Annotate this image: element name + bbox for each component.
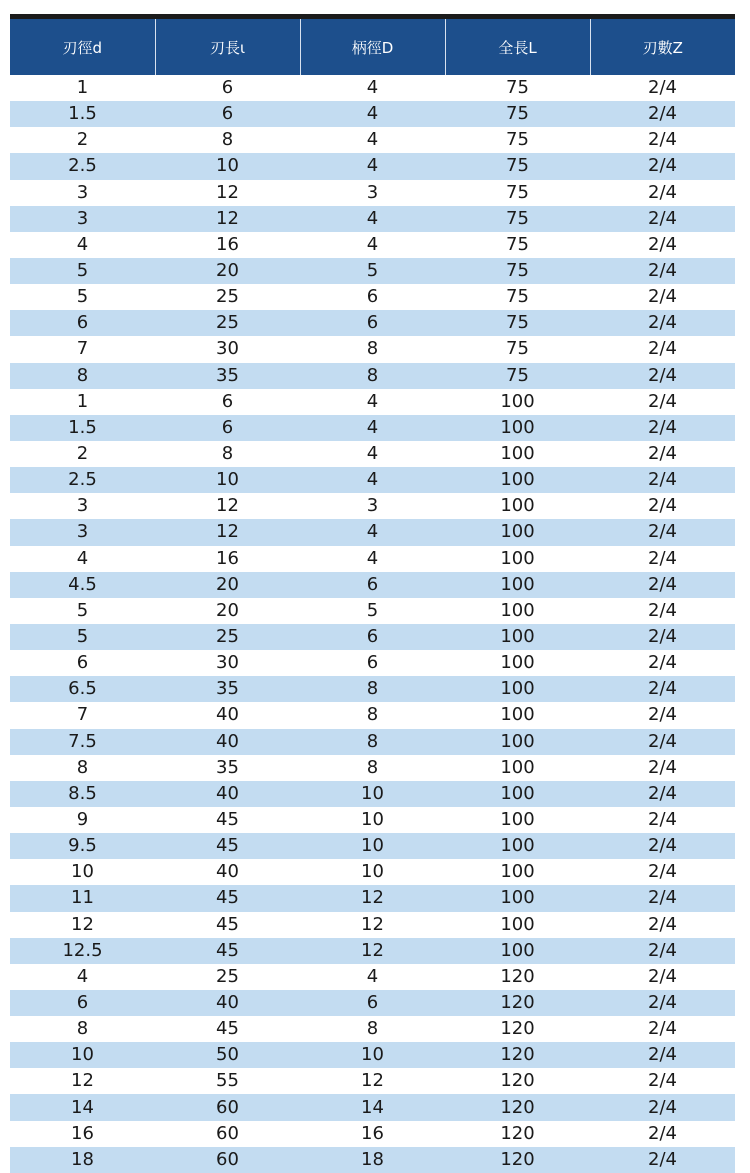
flute-count-cell: 2/4 [590,1094,735,1120]
shank-diameter-cell: 6 [300,624,445,650]
table-row [10,729,735,755]
flute-count-cell: 2/4 [590,546,735,572]
blade-length-cell: 12 [155,206,300,232]
blade-diameter-cell: 8 [10,755,155,781]
flute-count-cell: 2/4 [590,101,735,127]
shank-diameter-cell: 18 [300,1147,445,1173]
flute-count-cell: 2/4 [590,964,735,990]
blade-length-cell: 12 [155,180,300,206]
table-row [10,441,735,467]
table-row [10,519,735,545]
blade-diameter-cell: 8.5 [10,781,155,807]
overall-length-cell: 100 [445,624,590,650]
blade-length-cell: 45 [155,885,300,911]
table-row [10,859,735,885]
blade-diameter-cell: 10 [10,859,155,885]
blade-length-cell: 20 [155,258,300,284]
table-row [10,1068,735,1094]
shank-diameter-cell: 10 [300,781,445,807]
blade-length-cell: 16 [155,546,300,572]
shank-diameter-cell: 8 [300,363,445,389]
blade-diameter-cell: 3 [10,206,155,232]
flute-count-cell: 2/4 [590,1042,735,1068]
flute-count-cell: 2/4 [590,990,735,1016]
shank-diameter-cell: 3 [300,180,445,206]
flute-count-cell: 2/4 [590,650,735,676]
table-row [10,598,735,624]
shank-diameter-cell: 4 [300,75,445,101]
shank-diameter-cell: 8 [300,1016,445,1042]
flute-count-cell: 2/4 [590,415,735,441]
blade-length-cell: 30 [155,336,300,362]
shank-diameter-cell: 4 [300,206,445,232]
flute-count-cell: 2/4 [590,885,735,911]
blade-diameter-cell: 14 [10,1094,155,1120]
overall-length-cell: 75 [445,310,590,336]
overall-length-cell: 100 [445,729,590,755]
flute-count-cell: 2/4 [590,258,735,284]
table-row [10,75,735,101]
blade-diameter-cell: 10 [10,1042,155,1068]
shank-diameter-cell: 8 [300,676,445,702]
shank-diameter-cell: 5 [300,258,445,284]
table-row [10,363,735,389]
blade-diameter-cell: 1 [10,389,155,415]
table-row [10,206,735,232]
shank-diameter-cell: 12 [300,938,445,964]
blade-length-cell: 8 [155,127,300,153]
flute-count-cell: 2/4 [590,336,735,362]
blade-diameter-cell: 5 [10,284,155,310]
table-row [10,938,735,964]
table-row [10,153,735,179]
table-row [10,990,735,1016]
blade-length-cell: 60 [155,1121,300,1147]
shank-diameter-cell: 10 [300,807,445,833]
overall-length-cell: 100 [445,546,590,572]
overall-length-cell: 100 [445,493,590,519]
overall-length-cell: 75 [445,232,590,258]
table-row [10,912,735,938]
blade-diameter-cell: 6.5 [10,676,155,702]
table-row [10,258,735,284]
flute-count-cell: 2/4 [590,180,735,206]
shank-diameter-cell: 4 [300,232,445,258]
overall-length-cell: 100 [445,519,590,545]
overall-length-cell: 75 [445,101,590,127]
overall-length-cell: 120 [445,964,590,990]
shank-diameter-cell: 6 [300,310,445,336]
blade-length-cell: 45 [155,1016,300,1042]
flute-count-cell: 2/4 [590,519,735,545]
blade-length-cell: 25 [155,964,300,990]
shank-diameter-cell: 4 [300,546,445,572]
table-row [10,546,735,572]
blade-length-cell: 55 [155,1068,300,1094]
flute-count-cell: 2/4 [590,441,735,467]
overall-length-cell: 100 [445,676,590,702]
blade-diameter-cell: 9 [10,807,155,833]
table-row [10,127,735,153]
flute-count-cell: 2/4 [590,807,735,833]
blade-diameter-cell: 5 [10,624,155,650]
blade-length-cell: 16 [155,232,300,258]
table-row [10,807,735,833]
blade-length-cell: 30 [155,650,300,676]
blade-diameter-cell: 12.5 [10,938,155,964]
table-row [10,310,735,336]
flute-count-cell: 2/4 [590,467,735,493]
column-header-flute-count: 刃數Z [590,19,735,75]
table-row [10,415,735,441]
overall-length-cell: 100 [445,702,590,728]
flute-count-cell: 2/4 [590,232,735,258]
blade-diameter-cell: 6 [10,310,155,336]
blade-diameter-cell: 6 [10,650,155,676]
table-row [10,755,735,781]
blade-diameter-cell: 11 [10,885,155,911]
overall-length-cell: 100 [445,781,590,807]
blade-diameter-cell: 18 [10,1147,155,1173]
blade-diameter-cell: 4 [10,546,155,572]
shank-diameter-cell: 10 [300,1042,445,1068]
table-row [10,885,735,911]
shank-diameter-cell: 4 [300,127,445,153]
blade-length-cell: 40 [155,702,300,728]
shank-diameter-cell: 12 [300,1068,445,1094]
shank-diameter-cell: 10 [300,833,445,859]
overall-length-cell: 100 [445,938,590,964]
overall-length-cell: 100 [445,598,590,624]
overall-length-cell: 100 [445,859,590,885]
blade-length-cell: 45 [155,833,300,859]
overall-length-cell: 75 [445,206,590,232]
blade-diameter-cell: 2 [10,127,155,153]
flute-count-cell: 2/4 [590,702,735,728]
blade-diameter-cell: 7.5 [10,729,155,755]
blade-length-cell: 12 [155,519,300,545]
shank-diameter-cell: 8 [300,755,445,781]
flute-count-cell: 2/4 [590,389,735,415]
blade-length-cell: 45 [155,807,300,833]
table-row [10,101,735,127]
flute-count-cell: 2/4 [590,493,735,519]
blade-length-cell: 25 [155,310,300,336]
overall-length-cell: 100 [445,650,590,676]
overall-length-cell: 120 [445,1147,590,1173]
flute-count-cell: 2/4 [590,624,735,650]
shank-diameter-cell: 6 [300,572,445,598]
blade-length-cell: 40 [155,859,300,885]
overall-length-cell: 120 [445,1121,590,1147]
blade-length-cell: 40 [155,781,300,807]
flute-count-cell: 2/4 [590,310,735,336]
shank-diameter-cell: 4 [300,441,445,467]
shank-diameter-cell: 8 [300,702,445,728]
table-row [10,781,735,807]
flute-count-cell: 2/4 [590,1147,735,1173]
blade-length-cell: 20 [155,572,300,598]
table-row [10,232,735,258]
table-row [10,1147,735,1173]
overall-length-cell: 120 [445,1042,590,1068]
blade-diameter-cell: 5 [10,258,155,284]
shank-diameter-cell: 3 [300,493,445,519]
flute-count-cell: 2/4 [590,363,735,389]
overall-length-cell: 75 [445,284,590,310]
blade-diameter-cell: 4.5 [10,572,155,598]
flute-count-cell: 2/4 [590,833,735,859]
overall-length-cell: 100 [445,833,590,859]
overall-length-cell: 100 [445,807,590,833]
blade-length-cell: 60 [155,1147,300,1173]
blade-diameter-cell: 1.5 [10,415,155,441]
blade-diameter-cell: 2.5 [10,153,155,179]
blade-length-cell: 8 [155,441,300,467]
overall-length-cell: 75 [445,336,590,362]
header-row [10,19,735,75]
blade-length-cell: 6 [155,389,300,415]
blade-diameter-cell: 2.5 [10,467,155,493]
flute-count-cell: 2/4 [590,206,735,232]
shank-diameter-cell: 4 [300,964,445,990]
column-header-shank-diameter: 柄徑D [300,19,445,75]
table-row [10,676,735,702]
overall-length-cell: 120 [445,1068,590,1094]
overall-length-cell: 100 [445,467,590,493]
table-row [10,624,735,650]
blade-diameter-cell: 16 [10,1121,155,1147]
blade-length-cell: 6 [155,415,300,441]
blade-diameter-cell: 7 [10,702,155,728]
blade-length-cell: 35 [155,755,300,781]
overall-length-cell: 75 [445,258,590,284]
blade-length-cell: 12 [155,493,300,519]
flute-count-cell: 2/4 [590,1016,735,1042]
column-header-blade-diameter: 刃徑d [10,19,155,75]
blade-diameter-cell: 12 [10,912,155,938]
overall-length-cell: 120 [445,990,590,1016]
blade-length-cell: 25 [155,624,300,650]
blade-length-cell: 10 [155,467,300,493]
flute-count-cell: 2/4 [590,153,735,179]
overall-length-cell: 75 [445,153,590,179]
table-row [10,336,735,362]
table-row [10,180,735,206]
overall-length-cell: 100 [445,389,590,415]
shank-diameter-cell: 12 [300,885,445,911]
flute-count-cell: 2/4 [590,572,735,598]
blade-length-cell: 6 [155,75,300,101]
overall-length-cell: 100 [445,885,590,911]
table-row [10,1042,735,1068]
shank-diameter-cell: 4 [300,101,445,127]
flute-count-cell: 2/4 [590,729,735,755]
overall-length-cell: 75 [445,127,590,153]
overall-length-cell: 100 [445,441,590,467]
shank-diameter-cell: 4 [300,467,445,493]
shank-diameter-cell: 8 [300,336,445,362]
table-row [10,702,735,728]
blade-diameter-cell: 4 [10,964,155,990]
column-header-overall-length: 全長L [445,19,590,75]
flute-count-cell: 2/4 [590,912,735,938]
flute-count-cell: 2/4 [590,676,735,702]
blade-length-cell: 10 [155,153,300,179]
flute-count-cell: 2/4 [590,1121,735,1147]
blade-diameter-cell: 5 [10,598,155,624]
flute-count-cell: 2/4 [590,127,735,153]
table-row [10,1016,735,1042]
shank-diameter-cell: 8 [300,729,445,755]
blade-length-cell: 40 [155,990,300,1016]
blade-diameter-cell: 8 [10,1016,155,1042]
table-row [10,284,735,310]
shank-diameter-cell: 10 [300,859,445,885]
blade-length-cell: 45 [155,912,300,938]
shank-diameter-cell: 5 [300,598,445,624]
blade-diameter-cell: 8 [10,363,155,389]
blade-length-cell: 35 [155,676,300,702]
blade-length-cell: 50 [155,1042,300,1068]
blade-diameter-cell: 4 [10,232,155,258]
shank-diameter-cell: 12 [300,912,445,938]
overall-length-cell: 75 [445,75,590,101]
blade-length-cell: 6 [155,101,300,127]
table-row [10,964,735,990]
blade-diameter-cell: 7 [10,336,155,362]
overall-length-cell: 100 [445,912,590,938]
blade-diameter-cell: 12 [10,1068,155,1094]
overall-length-cell: 120 [445,1094,590,1120]
table-row [10,1121,735,1147]
table-row [10,467,735,493]
blade-length-cell: 25 [155,284,300,310]
flute-count-cell: 2/4 [590,755,735,781]
blade-diameter-cell: 1.5 [10,101,155,127]
blade-diameter-cell: 9.5 [10,833,155,859]
overall-length-cell: 75 [445,180,590,206]
shank-diameter-cell: 4 [300,519,445,545]
flute-count-cell: 2/4 [590,284,735,310]
blade-diameter-cell: 1 [10,75,155,101]
flute-count-cell: 2/4 [590,781,735,807]
flute-count-cell: 2/4 [590,859,735,885]
blade-length-cell: 40 [155,729,300,755]
shank-diameter-cell: 6 [300,284,445,310]
table-header [10,19,735,75]
shank-diameter-cell: 6 [300,650,445,676]
blade-length-cell: 60 [155,1094,300,1120]
overall-length-cell: 100 [445,415,590,441]
blade-diameter-cell: 3 [10,493,155,519]
blade-length-cell: 20 [155,598,300,624]
table-row [10,650,735,676]
flute-count-cell: 2/4 [590,598,735,624]
overall-length-cell: 120 [445,1016,590,1042]
shank-diameter-cell: 14 [300,1094,445,1120]
shank-diameter-cell: 6 [300,990,445,1016]
shank-diameter-cell: 4 [300,389,445,415]
blade-length-cell: 35 [155,363,300,389]
blade-length-cell: 45 [155,938,300,964]
overall-length-cell: 100 [445,755,590,781]
flute-count-cell: 2/4 [590,75,735,101]
overall-length-cell: 75 [445,363,590,389]
flute-count-cell: 2/4 [590,938,735,964]
blade-diameter-cell: 6 [10,990,155,1016]
column-header-blade-length: 刃長ι [155,19,300,75]
blade-diameter-cell: 3 [10,180,155,206]
blade-diameter-cell: 3 [10,519,155,545]
shank-diameter-cell: 4 [300,415,445,441]
table-row [10,389,735,415]
blade-diameter-cell: 2 [10,441,155,467]
shank-diameter-cell: 16 [300,1121,445,1147]
table-body [10,75,735,1173]
spec-table [10,19,735,1173]
flute-count-cell: 2/4 [590,1068,735,1094]
shank-diameter-cell: 4 [300,153,445,179]
table-row [10,833,735,859]
table-row [10,572,735,598]
table-row [10,1094,735,1120]
overall-length-cell: 100 [445,572,590,598]
table-row [10,493,735,519]
